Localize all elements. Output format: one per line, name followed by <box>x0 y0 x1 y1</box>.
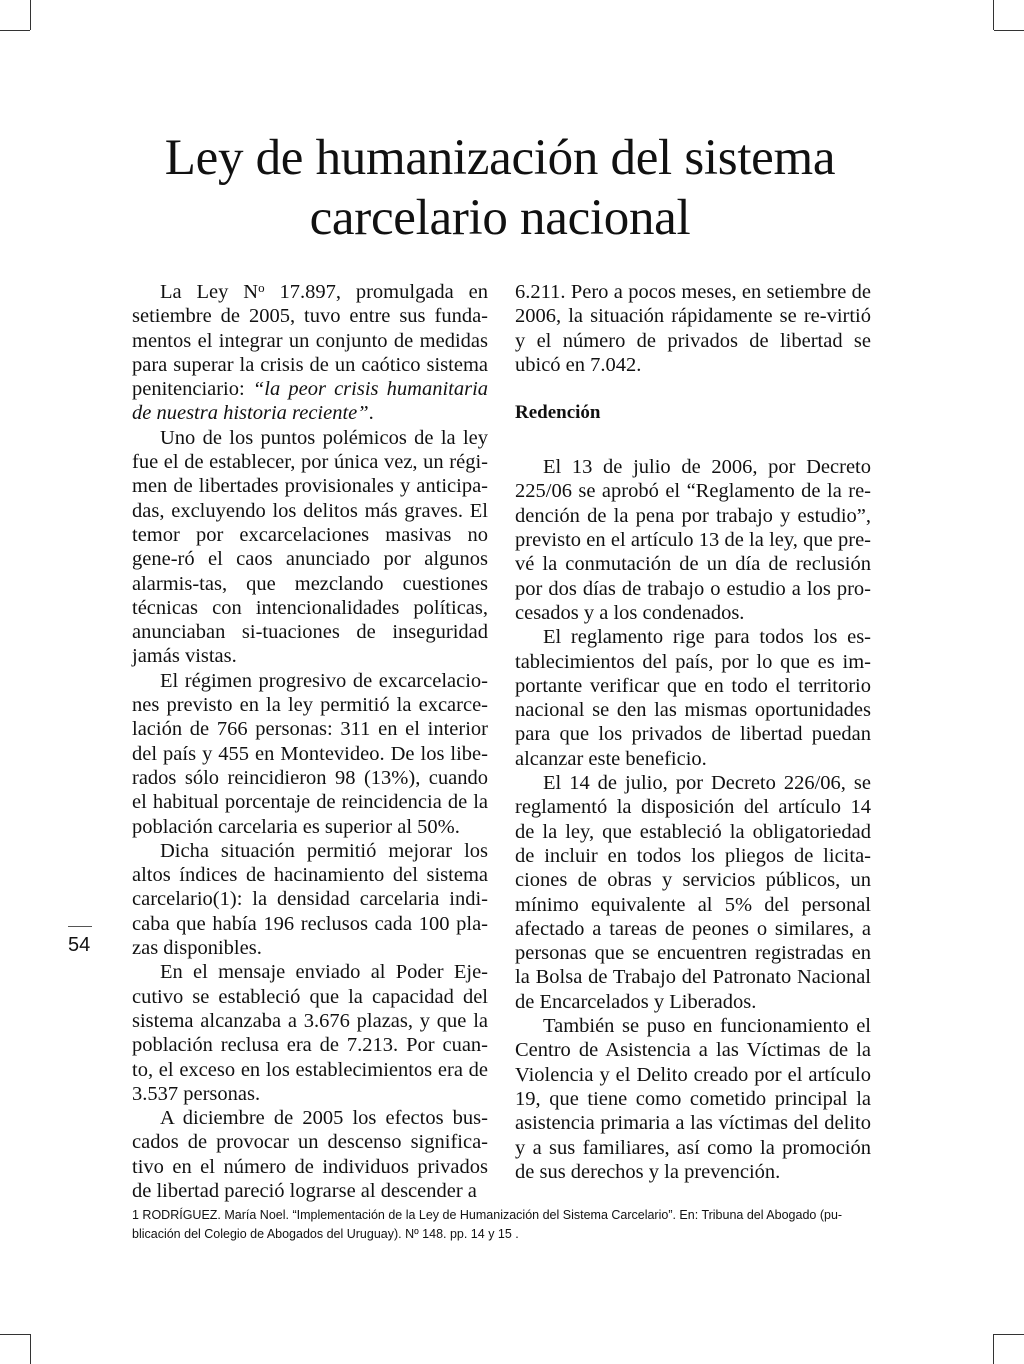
paragraph: Dicha situación permitió mejorar los altos índices de hacinamiento del sistema carcelario(1): la densidad carcelaria indi-caba que había 196 reclusos cada 100 pla-zas disponibles. <box>132 839 488 960</box>
paragraph: El reglamento rige para todos los es-tablecimientos del país, por lo que es im-portante verificar que en todo el territorio nacional se den las mismas oportunidades para que los privados de libertad puedan alcanzar este beneficio. <box>515 626 871 770</box>
footnote-line-2: blicación del Colegio de Abogados del Uruguay). Nº 148. pp. 14 y 15 . <box>132 1227 519 1241</box>
paragraph: En el mensaje enviado al Poder Eje-cutivo se estableció que la capacidad del sistema alcanzaba a 3.676 plazas, y que la población reclusa era de 7.213. Por cuan-to, el exceso en los establecimientos era de 3.537 personas. <box>132 961 488 1105</box>
page-title <box>90 128 910 248</box>
superscript: o <box>258 280 265 295</box>
page-number-rule <box>68 926 92 927</box>
paragraph: 6.211. Pero a pocos meses, en setiembre de 2006, la situación rápidamente se re-virtió y el número de privados de libertad se ubicó en 7.042. <box>515 281 871 376</box>
crop-mark-bottom-left-h <box>0 1334 30 1335</box>
crop-mark-bottom-left-v <box>30 1334 31 1364</box>
page-number: 54 <box>68 934 91 956</box>
crop-mark-top-right-h <box>994 30 1024 31</box>
footnote-line-1: 1 RODRÍGUEZ. María Noel. “Implementación de la Ley de Humanización del Sistema Carcelario”. En: Tribuna del Abogado (pu- <box>132 1208 843 1222</box>
paragraph: Uno de los puntos polémicos de la ley fue el de establecer, por única vez, un régi-men de libertades provisionales y anticipa-das, excluyendo los delitos más graves. El temor por excarcelaciones masivas no gene-ró el caos anunciado por algunos alarmis-tas, que mezclando cuestiones técnicas con intencionalidades políticas, anunciaban si-tuaciones de inseguridad jamás vistas. <box>132 426 488 668</box>
paragraph <box>132 280 488 426</box>
text-run: 17.897, promulgada en setiembre de 2005, tuvo entre sus funda-mentos el integrar un conjunto de medidas para superar la crisis de un caótico sistema penitenciario: <box>132 281 489 401</box>
footnote <box>132 1206 872 1244</box>
title-line-2: carcelario nacional <box>309 190 691 246</box>
section-heading: Redención <box>515 402 601 424</box>
crop-mark-bottom-right-h <box>994 1334 1024 1335</box>
crop-mark-top-right-v <box>993 0 994 30</box>
crop-mark-top-left-h <box>0 30 30 31</box>
quote: “la peor crisis humanitaria de nuestra historia reciente” <box>132 378 489 425</box>
crop-mark-top-left-v <box>30 0 31 30</box>
paragraph: A diciembre de 2005 los efectos bus-cados de provocar un descenso significa-tivo en el número de individuos privados de libertad pareció lograrse al descender a <box>132 1107 488 1202</box>
paragraph: El régimen progresivo de excarcelacio-nes previsto en la ley permitió la excarce-lación de 766 personas: 311 en el interior del país y 455 en Montevideo. De los libe-rados sólo reincidieron 98 (13%), cuando el habitual porcentaje de reincidencia de la población carcelaria es superior al 50%. <box>132 669 488 838</box>
text-run: . <box>368 402 374 425</box>
left-column <box>132 280 488 1203</box>
text-run: La Ley N <box>160 281 259 303</box>
crop-mark-bottom-right-v <box>993 1334 994 1364</box>
paragraph: El 13 de julio de 2006, por Decreto 225/06 se aprobó el “Reglamento de la re-dención de la pena por trabajo y estudio”, previsto en el artículo 13 de la ley, que pre-vé la conmutación de un día de reclusión por dos días de trabajo o estudio a los pro-cesados y a los condenados. <box>515 456 871 624</box>
right-column <box>515 280 871 1184</box>
title-line-1: Ley de humanización del sistema <box>164 130 836 186</box>
paragraph: También se puso en funcionamiento el Centro de Asistencia a las Víctimas de la Violencia y el Delito creado por el artículo 19, que tiene como cometido principal la asistencia primaria a las víctimas del delito y a sus familiares, así como la promoción de sus derechos y la prevención. <box>515 1015 871 1183</box>
paragraph: El 14 de julio, por Decreto 226/06, se reglamentó la disposición del artículo 14 de la ley, que estableció la obligatoriedad de incluir en todos los pliegos de licita-ciones de obras y servicios públicos, un mínimo equivalente al 5% del personal afectado a tareas de peones o similares, a personas que se encuentren registradas en la Bolsa de Trabajo del Patronato Nacional de Encarcelados y Liberados. <box>515 772 871 1013</box>
